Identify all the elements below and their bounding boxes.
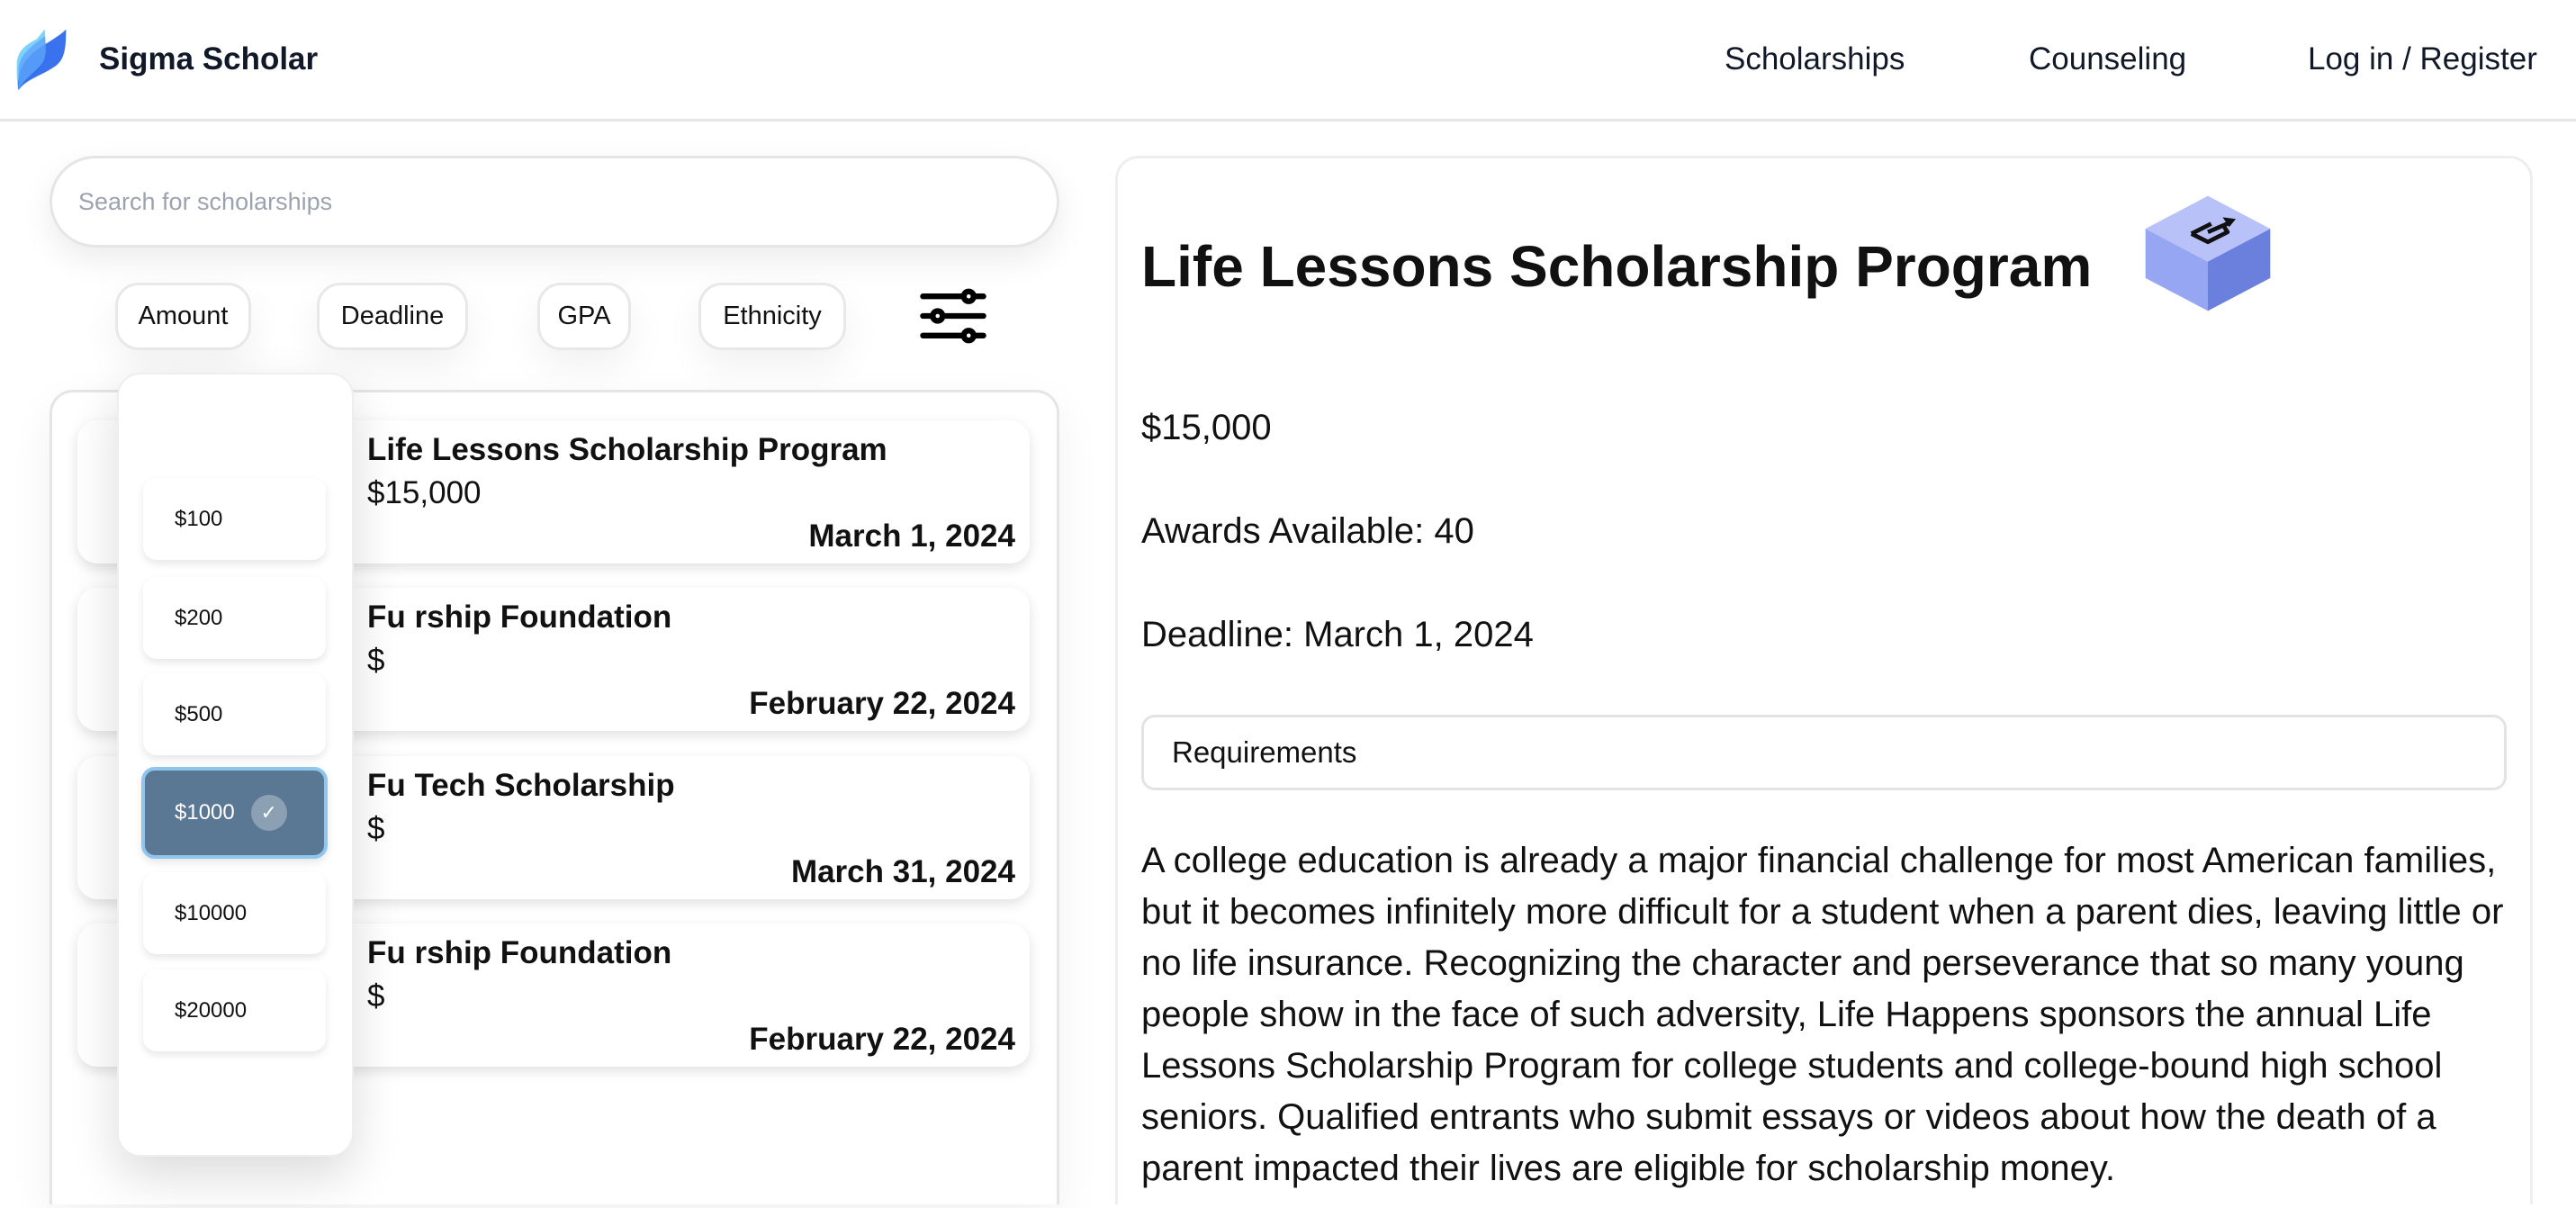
option-label: $1000 xyxy=(175,800,235,825)
sigma-scholar-logo-icon[interactable] xyxy=(14,26,69,92)
nav-counseling[interactable]: Counseling xyxy=(2029,41,2187,77)
card-deadline: March 31, 2024 xyxy=(790,854,1015,889)
card-amount: $ xyxy=(367,978,385,1014)
amount-option-selected[interactable] xyxy=(141,767,328,859)
filter-amount-button[interactable]: Amount xyxy=(115,283,251,350)
option-label: $20000 xyxy=(175,997,248,1023)
detail-description: A college education is already a major financial challenge for most American families, but it becomes infinitely more difficult for a student when a parent dies, leaving little or no life insurance. Recognizing the character and perseverance that so many young people show in the face of such adversity, Life Happens sponsors the annual Life Lessons Scholarship Program for college students and college-bound high school seniors. Qualified entrants who submit essays or videos about how the death of a parent impacted their lives are eligible for scholarship money. xyxy=(1141,841,2504,1188)
nav-login-register[interactable]: Log in / Register xyxy=(2308,41,2537,77)
top-nav-bar xyxy=(0,0,2576,122)
detail-amount: $15,000 xyxy=(1141,408,1272,447)
card-deadline: February 22, 2024 xyxy=(749,686,1015,721)
search-bar xyxy=(50,156,1059,248)
card-title: Fu rship Foundation xyxy=(367,599,672,635)
amount-option[interactable] xyxy=(143,969,326,1051)
brand-name[interactable]: Sigma Scholar xyxy=(99,41,319,77)
card-amount: $ xyxy=(367,811,385,846)
amount-option[interactable] xyxy=(143,478,326,560)
option-label: $100 xyxy=(175,506,223,531)
filter-gpa-button[interactable]: GPA xyxy=(537,283,631,350)
sliders-filter-icon[interactable] xyxy=(918,286,988,346)
nav-scholarships[interactable]: Scholarships xyxy=(1725,41,1905,77)
detail-deadline: Deadline: March 1, 2024 xyxy=(1141,615,1534,654)
amount-option[interactable] xyxy=(143,673,326,755)
card-amount: $ xyxy=(367,643,385,678)
option-label: $500 xyxy=(175,701,223,726)
filter-ethnicity-button[interactable]: Ethnicity xyxy=(698,283,846,350)
option-label: $10000 xyxy=(175,900,248,925)
external-link-cube-icon[interactable] xyxy=(2142,193,2274,314)
card-title: Fu Tech Scholarship xyxy=(367,768,675,803)
card-title: Life Lessons Scholarship Program xyxy=(367,432,887,467)
card-deadline: February 22, 2024 xyxy=(749,1022,1015,1057)
card-amount: $15,000 xyxy=(367,475,482,510)
search-input[interactable] xyxy=(52,158,1057,245)
option-label: $200 xyxy=(175,605,223,630)
card-title: Fu rship Foundation xyxy=(367,935,672,970)
checkmark-icon: ✓ xyxy=(251,795,287,831)
amount-option[interactable] xyxy=(143,577,326,659)
filter-deadline-button[interactable]: Deadline xyxy=(317,283,468,350)
detail-title: Life Lessons Scholarship Program xyxy=(1141,234,2093,299)
detail-awards: Awards Available: 40 xyxy=(1141,511,1474,551)
card-deadline: March 1, 2024 xyxy=(808,518,1015,554)
requirements-accordion[interactable]: Requirements xyxy=(1141,715,2507,790)
amount-option[interactable] xyxy=(143,872,326,954)
